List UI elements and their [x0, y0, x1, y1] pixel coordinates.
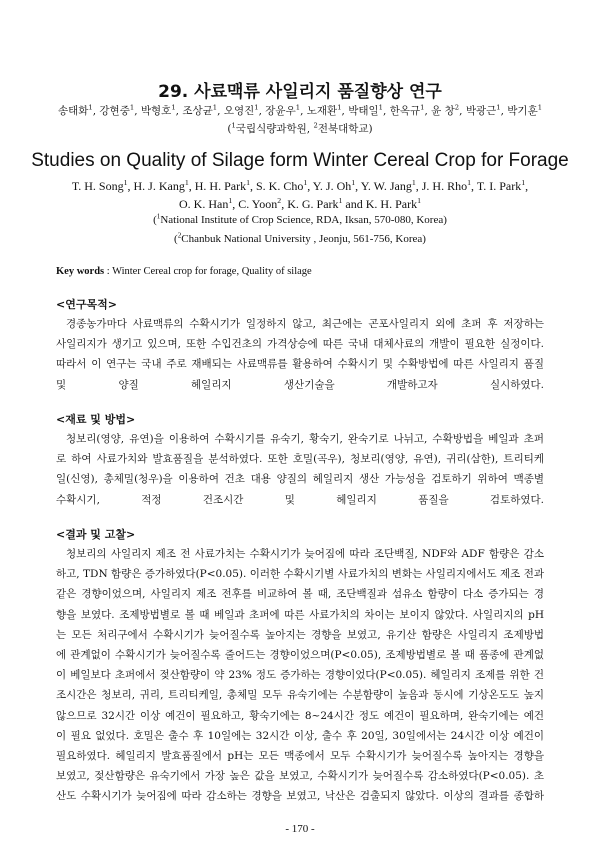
author-affil-sup: 2: [277, 196, 282, 205]
affil-text: National Institute of Crop Science, RDA, Iksan, 570-080, Korea): [160, 214, 447, 226]
author-affil-sup: 1: [123, 178, 128, 187]
affil-open: (: [174, 233, 178, 245]
author-affil-sup: 1: [411, 178, 416, 187]
author-name: Y. J. Oh: [312, 179, 352, 193]
author-affil-sup: 1: [88, 103, 93, 112]
paragraph-line: 로 하여 사료가치와 발효품질을 분석하였다. 또한 호밀(곡우), 청보리(영양, 유연), 귀리(삼한), 트리티케: [56, 453, 544, 466]
paragraph-line: 이 베일보다 초퍼에서 젖산함량이 약 23% 정도 증가하는 경향이었다(P<0.05). 헤일리지 조제를 위한 건: [56, 669, 544, 682]
affil-sup: 2: [177, 231, 182, 240]
author-name: 장윤우: [265, 105, 296, 117]
author-name: K. G. Park: [287, 197, 339, 211]
author-affil-sup: 1: [537, 103, 543, 112]
author-affil-sup: 1: [228, 196, 233, 205]
paragraph-line: 따라서 이 연구는 국내 주로 재배되는 사료맥류를 활용하여 수확시기 및 수확방법에 따른 사일리지 품질: [56, 358, 544, 371]
english-affiliation-1: [0, 214, 600, 226]
author-name: T. H. Song: [71, 179, 124, 193]
affil-sup-2: 2: [313, 121, 318, 130]
paragraph-line: 않으므로 32시간 이상 예건이 필요하고, 황숙기에는 8~24시간 정도 예건이 필요하며, 완숙기에는 예건: [56, 709, 544, 722]
author-name: K. H. Park: [365, 197, 418, 211]
keywords: [56, 266, 312, 277]
korean-title: 29. 사료맥류 사일리지 품질향상 연구: [158, 82, 442, 102]
affil-2: 전북대학교): [317, 123, 373, 135]
paragraph-line: 향을 보였다. 조제방법별로 볼 때 베일과 초퍼에 따른 사료가치의 차이는 보이지 않았다. 사일리지의 pH: [56, 608, 544, 621]
paragraph-line: 및 양질 헤일리지 생산기술을 개발하고자 실시하였다.: [56, 378, 544, 391]
affil-open: (: [153, 214, 157, 226]
paragraph-line: 청보리(영양, 유연)을 이용하여 수확시기를 유숙기, 황숙기, 완숙기로 나뉘고, 수확방법을 베일과 초퍼: [66, 433, 544, 445]
author-name: 박태일: [348, 105, 379, 117]
author-name: H. H. Park: [194, 179, 247, 193]
author-name: J. H. Rho: [421, 179, 468, 193]
english-authors-line-2: O. K. Han$^1$, C. Yoon$^2$, K. G. Park$^1$ and K. H. Park$^1$: [179, 196, 421, 211]
author-name: 노재환: [306, 105, 338, 117]
keywords-label: Key words: [56, 266, 105, 277]
paragraph-line: 에 관계없이 수확시기가 늦어질수록 줄어드는 경향이었으며(P<0.05), 조제방법별로 볼 때 품종에 관계없: [56, 648, 544, 661]
paragraph-line: 일(신영), 총체밀(청우)을 이용하여 건초 대용 양질의 헤일리지 생산 가능성을 검토하기 위하여 맥종별: [56, 473, 544, 486]
korean-authors: 송태화$^1$, 강현중$^1$, 박형호$^1$, 조상균$^1$, 오영진$^1$, 장윤우$^1$, 노재환$^1$, 박태일$^1$, 한옥규$^1$, 윤 창$^2$, 박광근$^1$, 박기훈$^1$: [57, 103, 543, 117]
page-number: - 170 -: [285, 823, 315, 835]
section-heading: <연구목적>: [56, 298, 117, 311]
author-name: C. Yoon: [238, 197, 278, 211]
author-name: 한옥규: [389, 105, 421, 117]
paragraph-line: 는 모든 처리구에서 수확시기가 늦어질수록 높아지는 경향을 보였고, 유기산 함량은 사일리지 조제방법: [56, 628, 544, 641]
paragraph-line: 하고, TDN 함량은 증가하였다(P<0.05). 이러한 수확시기별 사료가치의 변화는 사일리지에서도 제조 전과: [56, 568, 544, 581]
author-affil-sup: 1: [212, 103, 218, 112]
author-affil-sup: 2: [454, 103, 460, 112]
author-name: 박광근: [465, 105, 497, 117]
author-affil-sup: 1: [129, 103, 135, 112]
english-authors-line-1: T. H. Song$^1$, H. J. Kang$^1$, H. H. Park$^1$, S. K. Cho$^1$, Y. J. Oh$^1$, Y. W. Jang$^1$, J. H. Rho$^1$, T. I. Park$^1$,: [71, 178, 529, 193]
author-affil-sup: 1: [521, 178, 526, 187]
author-name: 오영진: [223, 105, 255, 117]
author-name: 조상균: [182, 105, 213, 117]
paragraph-line: 이 필요 없었다. 호밀은 출수 후 10일에는 32시간 이상, 출수 후 20일, 30일에서는 24시간 이상 예건이: [56, 729, 544, 742]
author-affil-sup: 1: [467, 178, 472, 187]
affil-open: (: [227, 123, 232, 135]
section-materials-methods: [56, 411, 544, 510]
english-title: Studies on Quality of Silage form Winter Cereal Crop for Forage: [31, 150, 569, 171]
author-affil-sup: 1: [351, 178, 356, 187]
affil-sup: 1: [156, 212, 161, 221]
paragraph-line: 조시간은 청보리, 귀리, 트리티케일, 총체밀 모두 유숙기에는 수분함량이 높음과 동시에 기상온도도 높지: [56, 689, 544, 702]
section-heading: <결과 및 고찰>: [56, 528, 136, 541]
author-name: Y. W. Jang: [360, 179, 412, 193]
paragraph-line: 사일리지가 생기고 있으며, 또한 수입건초의 가격상승에 따른 국내 대체사료의 개발이 필요한 실정이다.: [56, 338, 544, 351]
author-affil-sup: 1: [184, 178, 189, 187]
author-name: 박형호: [140, 105, 172, 117]
author-name: T. I. Park: [476, 179, 522, 193]
author-affil-sup: 1: [303, 178, 308, 187]
author-name: 강현중: [99, 105, 130, 117]
affil-sup-1: 1: [231, 121, 236, 130]
author-connector: and: [342, 197, 366, 211]
author-affil-sup: 1: [417, 196, 421, 205]
author-affil-sup: 1: [171, 103, 176, 112]
author-affil-sup: 1: [378, 103, 383, 112]
author-name: H. J. Kang: [133, 179, 185, 193]
author-name: S. K. Cho: [255, 179, 304, 193]
author-affil-sup: 1: [295, 103, 301, 112]
author-affil-sup: 1: [420, 103, 425, 112]
section-results-discussion: [56, 526, 544, 806]
paragraph-line: 보였고, 젖산함량은 유숙기에서 가장 높은 값을 보였고, 수확시기가 늦어질수록 감소하였다(P<0.05). 초: [56, 770, 544, 783]
affil-text: Chanbuk National University , Jeonju, 561-756, Korea): [181, 233, 426, 245]
author-affil-sup: 1: [254, 103, 259, 112]
paragraph-line: 필요하였다. 헤일리지 발효품질에서 pH는 모든 맥종에서 모두 수확시기가 늦어질수록 높아지는 경향을: [56, 749, 544, 762]
author-affil-sup: 1: [496, 103, 501, 112]
paragraph-line: 청보리의 사일리지 제조 전 사료가치는 수확시기가 늦어짐에 따라 조단백질, NDF와 ADF 함량은 감소: [66, 548, 544, 560]
author-name: 송태화: [57, 105, 89, 117]
affil-1: 국립식량과학원,: [235, 123, 314, 135]
english-affiliation-2: [0, 233, 600, 245]
author-name: 윤 창: [431, 105, 455, 117]
author-name: O. K. Han: [179, 197, 229, 211]
paragraph-line: 경종농가마다 사료맥류의 수확시기가 일정하지 않고, 최근에는 곤포사일리지 외에 초퍼 후 저장하는: [66, 318, 544, 330]
author-affil-sup: 1: [337, 103, 342, 112]
author-affil-sup: 1: [338, 196, 343, 205]
section-heading: <재료 및 방법>: [56, 413, 136, 426]
keywords-text: : Winter Cereal crop for forage, Quality of silage: [104, 266, 312, 277]
paragraph-line: 수확시기, 적정 건조시간 및 헤일리지 품질을 검토하였다.: [56, 493, 544, 506]
korean-affiliations: [0, 121, 600, 136]
section-purpose: [56, 296, 544, 395]
author-affil-sup: 1: [246, 178, 250, 187]
paragraph-line: 산도 수확시기가 늦어짐에 따라 감소하는 경향을 보였고, 낙산은 검출되지 않았다. 이상의 결과를 종합하: [56, 790, 544, 803]
paragraph-line: 같은 경향이었으며, 사일리지 제조 전후를 비교하여 볼 때, 조단백질과 섬유소 함량이 다소 증가되는 경: [56, 588, 544, 601]
author-name: 박기훈: [507, 105, 538, 117]
